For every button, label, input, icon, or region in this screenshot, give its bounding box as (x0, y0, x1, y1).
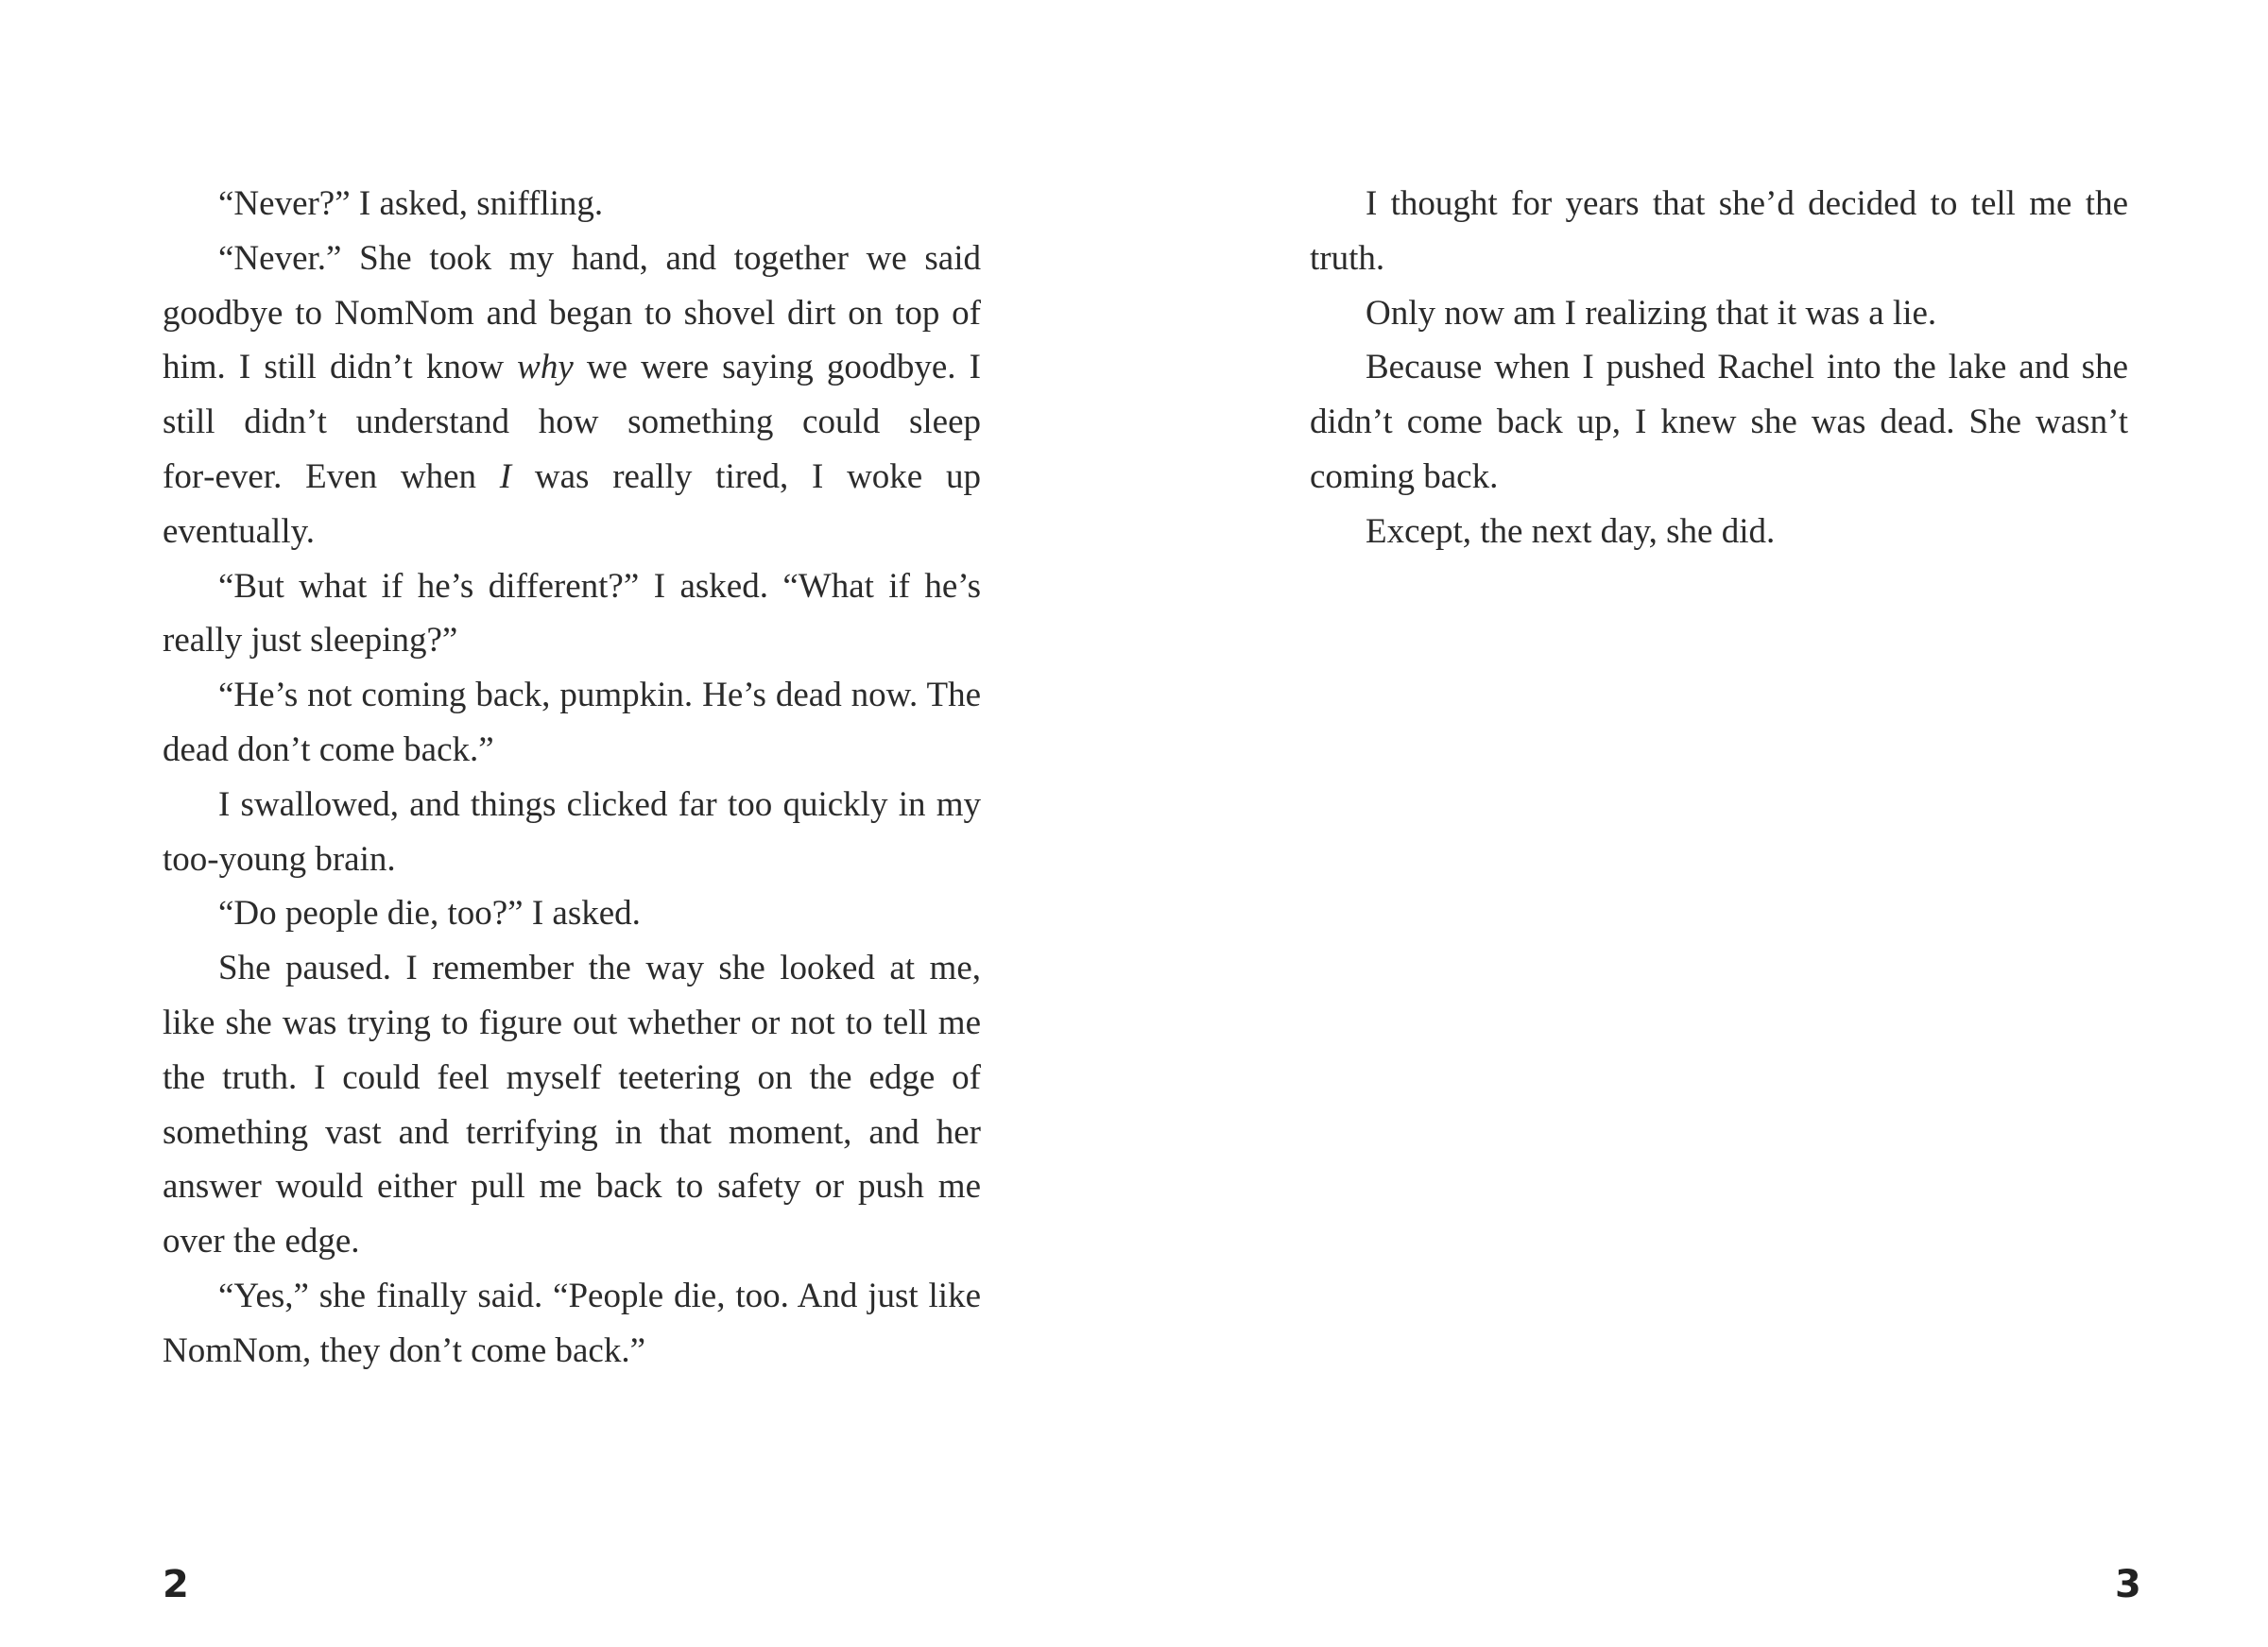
paragraph: She paused. I remember the way she looked at me, like she was trying to figure out whether or not to tell me the truth. I could feel myself teetering on the edge of something vast and terrifying in that moment, and her answer would either pull me back to safety or push me over the edge. (163, 949, 981, 1261)
right-page (1134, 0, 2268, 1647)
paragraph-text: “Never.” She took my hand, and together we said goodbye to NomNom and began to shovel dirt on top of him. I still didn’t know (163, 238, 981, 387)
paragraph: Because when I pushed Rachel into the lake and she didn’t come back up, I knew she was dead. She wasn’t coming back. (1310, 348, 2128, 496)
paragraph: “He’s not coming back, pumpkin. He’s dead now. The dead don’t come back.” (163, 676, 981, 769)
emphasis-text: I (499, 456, 512, 496)
paragraph: Except, the next day, she did. (1366, 511, 1776, 551)
page-number: 2 (163, 1563, 189, 1606)
right-page-text (1310, 177, 2128, 559)
paragraph: Only now am I realizing that it was a lie. (1366, 293, 1937, 333)
paragraph (163, 232, 981, 559)
paragraph: “Yes,” she finally said. “People die, too. And just like NomNom, they don’t come back.” (163, 1276, 981, 1370)
emphasis-text: why (517, 348, 574, 387)
paragraph-text: was really tired, I woke up eventually. (163, 456, 981, 551)
left-page-text (163, 177, 981, 1379)
paragraph: I thought for years that she’d decided to tell me the truth. (1310, 184, 2128, 278)
paragraph-text: we were saying goodbye. I still didn’t understand how something could sleep for‑ever. Even when (163, 348, 981, 496)
page-number: 3 (2115, 1563, 2141, 1606)
paragraph: “Do people die, too?” I asked. (218, 894, 641, 934)
paragraph: “Never?” I asked, sniffling. (218, 184, 604, 223)
paragraph: “But what if he’s different?” I asked. “What if he’s really just sleeping?” (163, 566, 981, 661)
paragraph: I swallowed, and things clicked far too quickly in my too-young brain. (163, 784, 981, 879)
